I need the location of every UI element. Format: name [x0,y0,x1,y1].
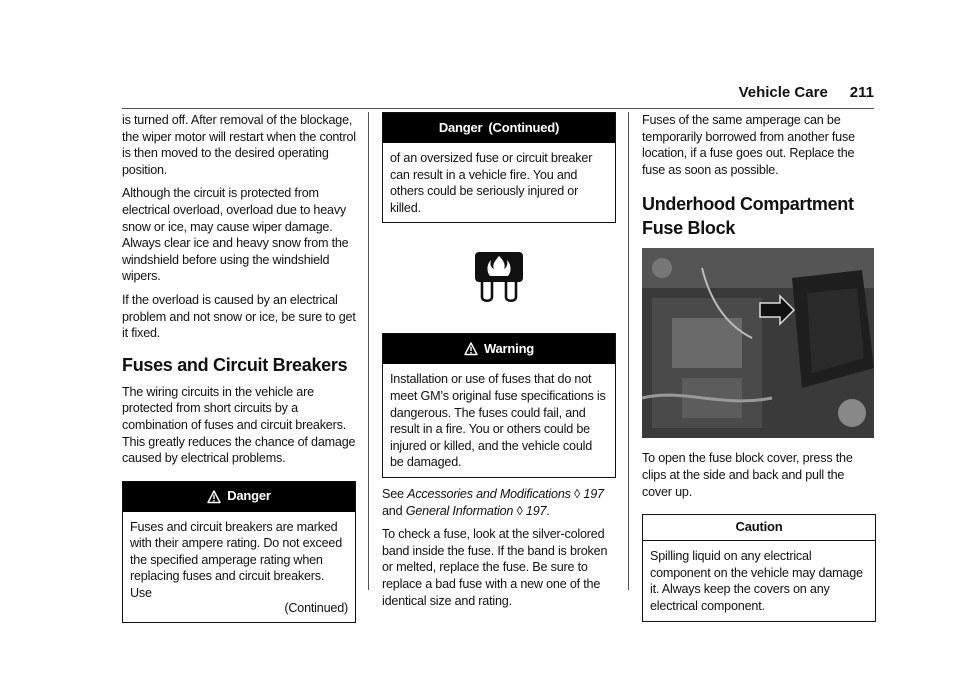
warning-header [383,334,615,364]
reference-link[interactable]: General Information [405,503,514,518]
paragraph: Fuses of the same amperage can be temporarily borrowed from another fuse location, if a fuse goes out. Replace the fuse as soon as possible. [642,113,855,177]
engine-bay-illustration [642,248,874,438]
section-title: Vehicle Care [738,84,828,101]
danger-continued-header [383,113,615,143]
danger-header [123,482,355,512]
danger-continued-box [382,112,616,223]
paragraph: The wiring circuits in the vehicle are protected from short circuits by a combination of fuses and circuit breakers. This greatly reduces the chance of damage caused by electrical problems. [122,384,356,466]
section-heading: Fuses and Circuit Breakers [122,354,348,375]
hazard-graphic [382,251,616,305]
page-ref-arrow: ◊ [574,486,581,501]
reference-link[interactable]: Accessories and Modifications [407,486,571,501]
fuse-block-photo [642,248,874,438]
alert-triangle-icon [207,490,221,504]
warning-body: Installation or use of fuses that do not meet GM’s original fuse specifications is dangerous. The fuses could fail, and result in a fire. You or others could be injured or killed, and the vehicle could be damaged. [390,372,606,470]
danger-body [123,512,355,623]
danger-title: Danger [438,119,483,135]
continued-suffix: (Continued) [488,119,560,135]
paragraph: To check a fuse, look at the silver-colored band inside the fuse. If the band is broken or melted, replace the fuse. Be sure to replace a bad fuse with a new one of the identical size and rating. [382,527,608,608]
paragraph: Although the circuit is protected from electrical overload, overload due to heavy snow or ice, may cause wiper damage. Always clear ice and heavy snow from the windshield before using the windshield wipers. [122,186,349,284]
paragraph: is turned off. After removal of the blockage, the wiper motor will restart when the control is then moved to the desired operating position. [122,113,356,177]
caution-body: Spilling liquid on any electrical component on the vehicle may damage it. Always keep the covers on any electrical component. [650,549,863,613]
danger-box [122,481,356,624]
page-number: 211 [849,84,874,101]
danger-continued-body: of an oversized fuse or circuit breaker can result in a vehicle fire. You and others could be seriously injured or killed. [390,151,593,215]
column-3 [642,112,876,630]
alert-triangle-icon [464,342,478,356]
danger-title: Danger [227,488,271,504]
section-heading: Underhood Compartment Fuse Block [642,194,854,239]
warning-title: Warning [483,341,535,357]
reference-page[interactable]: 197 [525,503,547,518]
column-1 [122,112,356,631]
column-divider [368,112,369,590]
caution-header: Caution [643,515,875,541]
header-rule [122,108,874,109]
page-ref-arrow: ◊ [516,503,523,518]
danger-text: Fuses and circuit breakers are marked with their ampere rating. Do not exceed the specified amperage rating when replacing fuses and circuit breakers. Use [130,519,343,601]
column-2 [382,112,616,616]
fuse-fire-hazard-icon [474,251,524,305]
paragraph: To open the fuse block cover, press the clips at the side and back and pull the cover up. [642,451,853,499]
reference-page[interactable]: 197 [583,486,604,501]
see-references: See Accessories and Modifications ◊ 197 and General Information ◊ 197. [382,486,604,518]
paragraph: If the overload is caused by an electrical problem and not snow or ice, be sure to get it fixed. [122,292,356,341]
warning-box [382,333,616,478]
continued-label: (Continued) [284,600,348,615]
column-divider [628,112,629,590]
running-header [739,84,874,101]
caution-box [642,514,876,621]
